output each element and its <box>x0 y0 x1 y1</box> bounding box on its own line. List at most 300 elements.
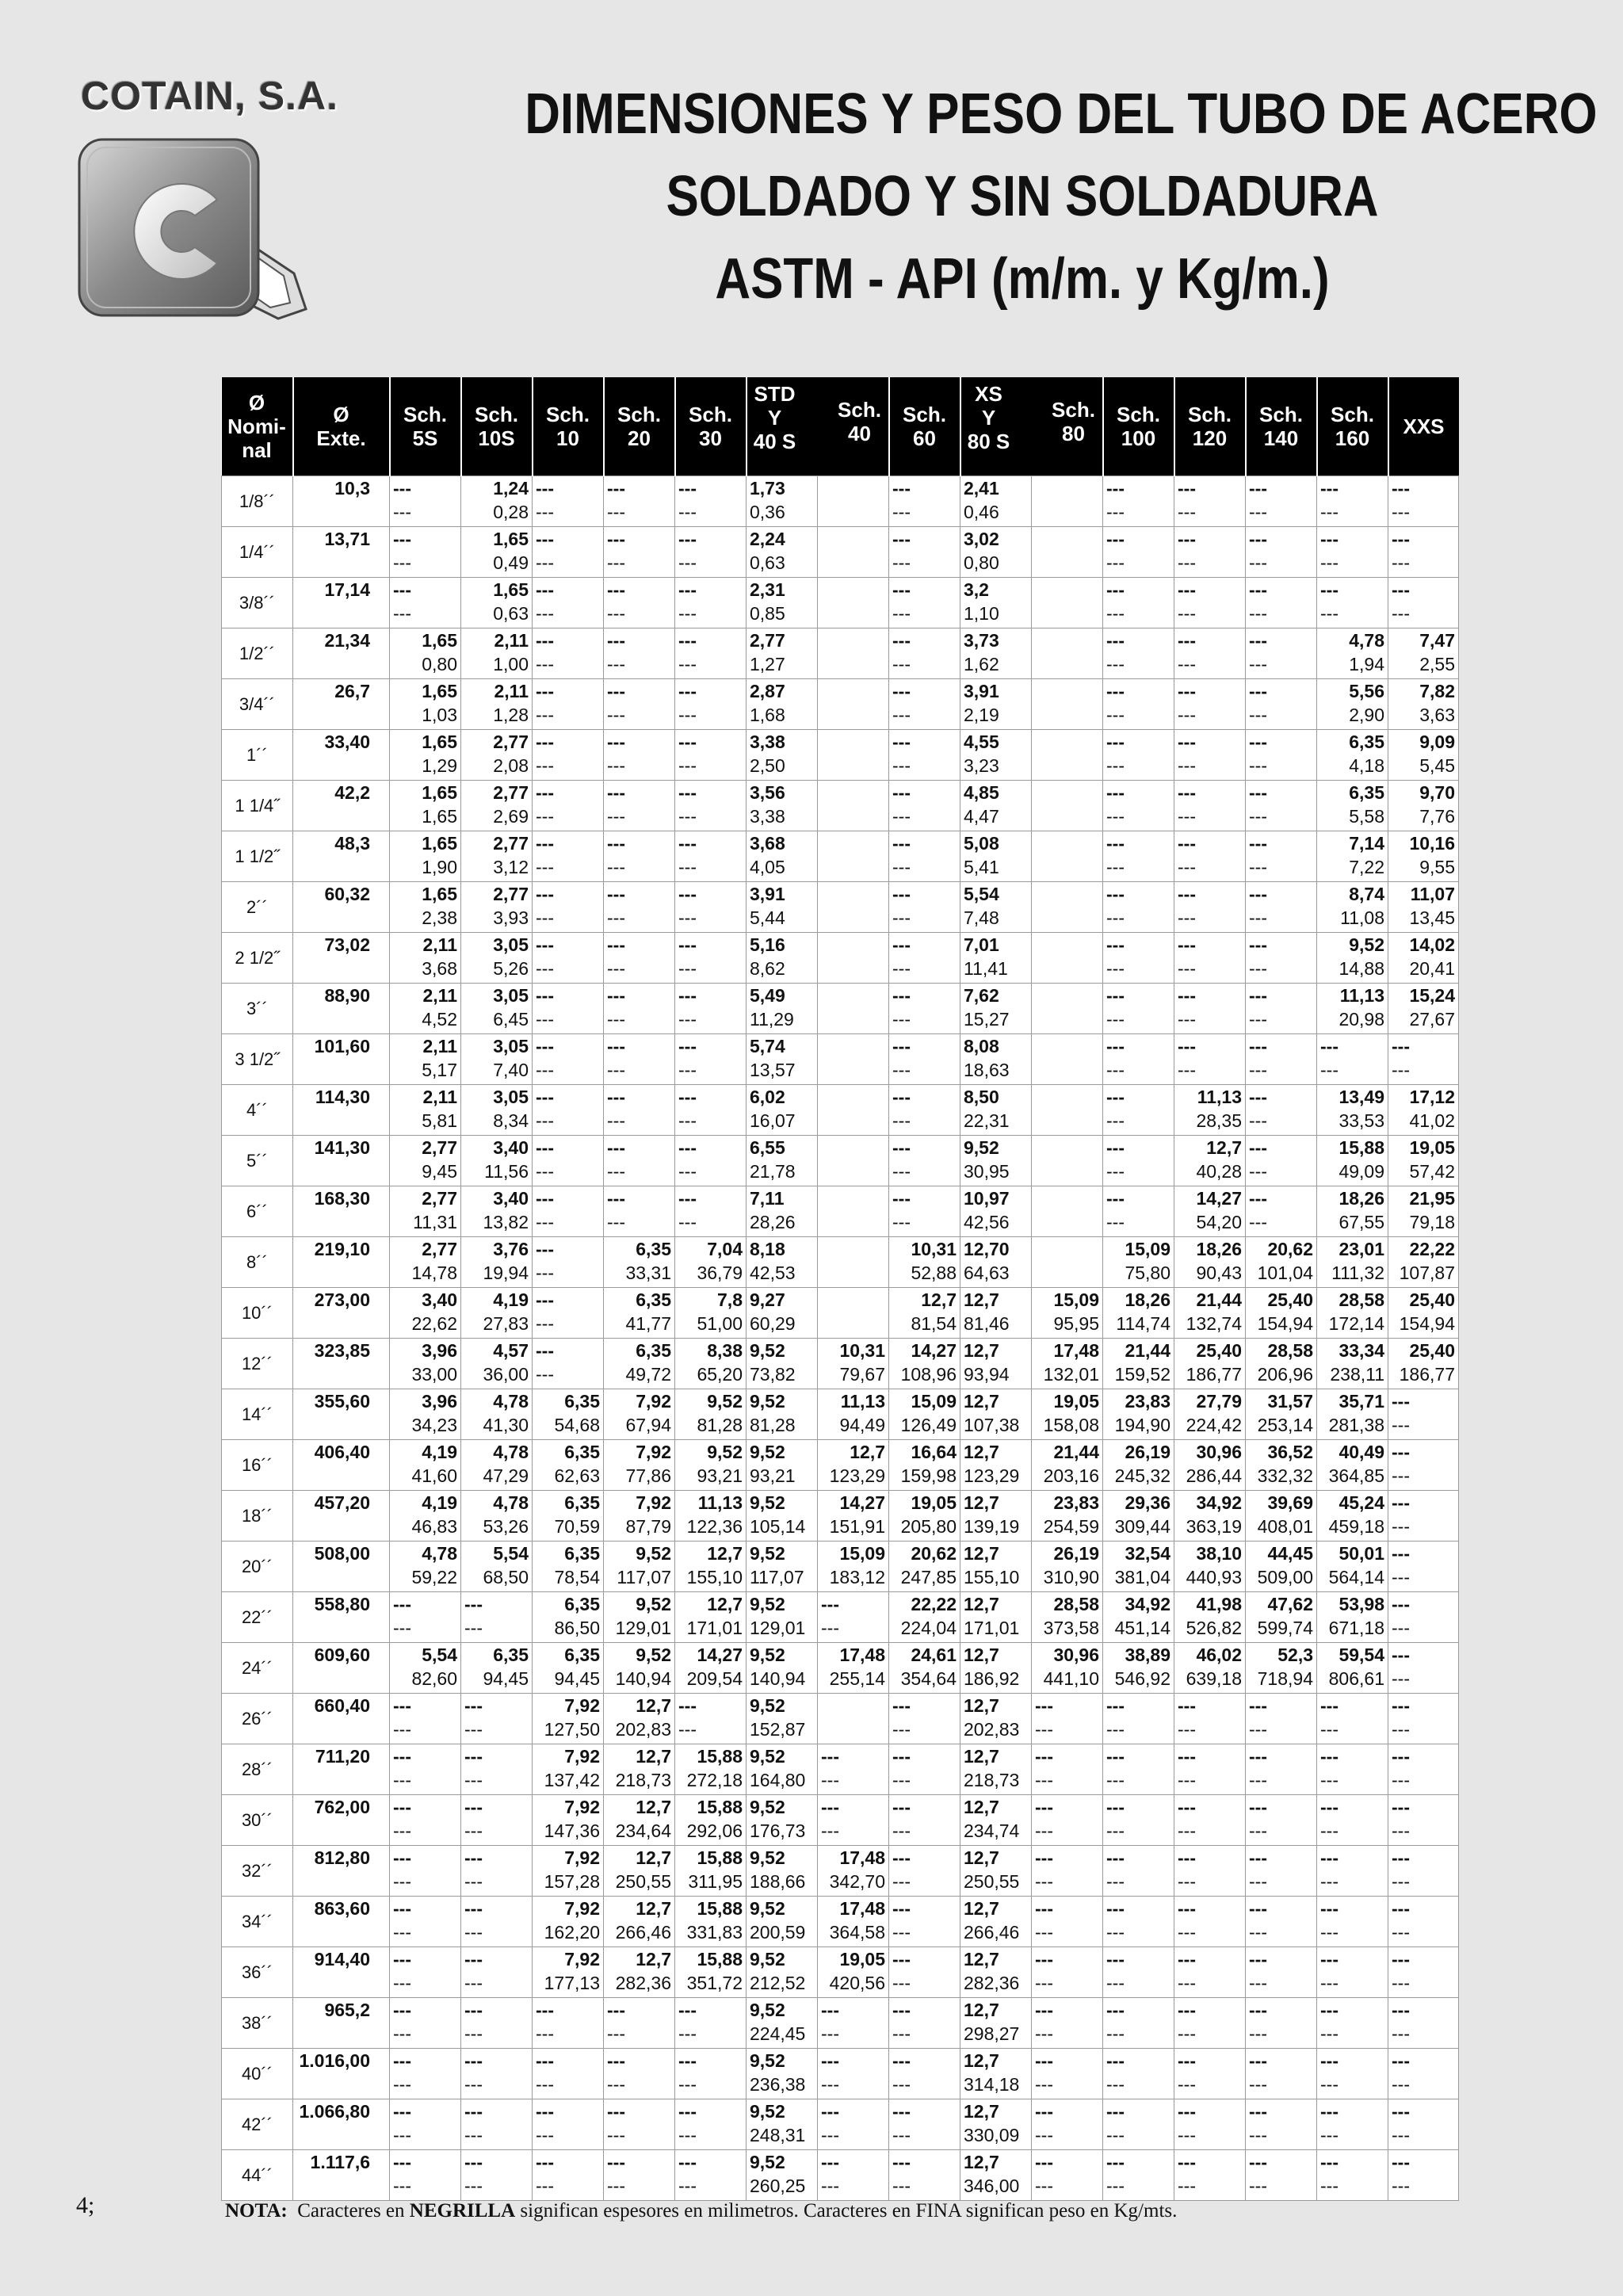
schedule-cell <box>1246 628 1317 679</box>
weight-kg-m: 0,80 <box>422 654 457 674</box>
table-row <box>222 1389 1459 1440</box>
weight-kg-m: --- <box>1035 2176 1053 2196</box>
weight-kg-m: 14,78 <box>411 1263 457 1283</box>
thickness-mm: --- <box>1320 579 1338 600</box>
schedule-cell <box>1317 2150 1388 2201</box>
weight-kg-m: --- <box>1249 2125 1267 2145</box>
weight-kg-m: --- <box>393 1973 411 1993</box>
thickness-mm: 1,65 <box>422 884 457 904</box>
weight-kg-m: 1,90 <box>422 857 457 877</box>
schedule-cell <box>390 1389 461 1440</box>
thickness-mm: --- <box>892 630 911 651</box>
cell-values <box>678 1643 743 1693</box>
nominal-size: 3´´ <box>222 984 293 1034</box>
thickness-mm: 9,52 <box>750 1594 785 1614</box>
thickness-mm: --- <box>892 2000 911 2020</box>
weight-kg-m: 20,41 <box>1409 958 1455 979</box>
thickness-mm: --- <box>1178 2050 1196 2071</box>
schedule-cell <box>747 1288 818 1339</box>
cell-values <box>1035 781 1099 831</box>
thickness-mm <box>821 1034 885 1058</box>
schedule-cell <box>390 831 461 882</box>
weight-kg-m: 639,18 <box>1186 1668 1242 1689</box>
schedule-cell <box>818 2099 889 2150</box>
weight-kg-m: 19,94 <box>483 1263 529 1283</box>
cell-values <box>1106 1643 1170 1693</box>
weight-kg-m: --- <box>678 958 697 979</box>
cell-values <box>750 1744 814 1794</box>
weight-kg-m: --- <box>892 1110 911 1131</box>
thickness-mm: 12,7 <box>964 1492 999 1513</box>
weight-kg-m: --- <box>1392 2176 1410 2196</box>
cell-values <box>1178 831 1242 881</box>
cell-values <box>892 1998 957 2048</box>
cell-values <box>1249 933 1313 983</box>
thickness-mm: 12,7 <box>1206 1137 1242 1158</box>
cell-values <box>892 679 957 729</box>
outer-diameter: 141,30 <box>293 1136 390 1186</box>
cell-values <box>393 1034 457 1084</box>
cell-values <box>1106 1186 1170 1236</box>
cell-values <box>1035 831 1099 881</box>
schedule-cell <box>1388 781 1459 831</box>
cell-values <box>821 1643 885 1693</box>
thickness-mm: --- <box>393 2000 411 2020</box>
schedule-cell <box>1103 476 1174 527</box>
weight-kg-m: 1,27 <box>750 654 785 674</box>
cell-values <box>964 781 1028 831</box>
schedule-cell <box>818 1795 889 1846</box>
cell-values <box>821 1592 885 1642</box>
thickness-mm: 47,62 <box>1267 1594 1313 1614</box>
schedule-cell <box>1032 1694 1103 1744</box>
cell-values <box>1035 2099 1099 2149</box>
schedule-cell <box>604 1389 675 1440</box>
schedule-cell <box>533 831 604 882</box>
cell-values <box>393 1897 457 1946</box>
weight-kg-m: --- <box>892 958 911 979</box>
schedule-cell <box>960 1592 1032 1643</box>
thickness-mm: --- <box>393 1949 411 1969</box>
cell-values <box>1392 1592 1455 1642</box>
cell-values <box>1178 1541 1242 1591</box>
weight-kg-m <box>1035 804 1099 828</box>
thickness-mm: --- <box>892 732 911 752</box>
weight-kg-m: 266,46 <box>964 1922 1020 1943</box>
thickness-mm <box>821 527 885 551</box>
cell-values <box>1106 1491 1170 1541</box>
schedule-cell <box>390 476 461 527</box>
weight-kg-m: --- <box>393 552 411 573</box>
thickness-mm: --- <box>1392 2101 1410 2122</box>
schedule-cell <box>960 578 1032 628</box>
thickness-mm: 11,13 <box>697 1492 743 1513</box>
table-row <box>222 2049 1459 2099</box>
cell-values <box>393 476 457 526</box>
weight-kg-m: --- <box>1249 1871 1267 1892</box>
cell-values <box>964 730 1028 780</box>
thickness-mm: --- <box>1249 630 1267 651</box>
outer-diameter: 73,02 <box>293 933 390 984</box>
table-row <box>222 1440 1459 1491</box>
thickness-mm: 7,92 <box>636 1391 671 1412</box>
thickness-mm: --- <box>821 1594 839 1614</box>
weight-kg-m: --- <box>1392 1668 1410 1689</box>
thickness-mm: 2,77 <box>493 732 529 752</box>
cell-values <box>964 1998 1028 2048</box>
thickness-mm: 25,40 <box>1196 1340 1242 1361</box>
schedule-cell <box>461 1085 533 1136</box>
weight-kg-m <box>1035 500 1099 524</box>
weight-kg-m: 247,85 <box>900 1567 957 1587</box>
cell-values <box>393 2099 457 2149</box>
weight-kg-m: 117,07 <box>617 1567 671 1587</box>
thickness-mm <box>821 730 885 754</box>
cell-values <box>821 1795 885 1845</box>
weight-kg-m: --- <box>1320 1973 1338 1993</box>
cell-values <box>678 933 743 983</box>
schedule-cell <box>1174 984 1246 1034</box>
thickness-mm: --- <box>892 681 911 701</box>
cell-values <box>678 730 743 780</box>
weight-kg-m: --- <box>536 2023 554 2044</box>
weight-kg-m: 81,54 <box>911 1313 957 1334</box>
cell-values <box>1178 1998 1242 2048</box>
cell-values <box>964 2049 1028 2099</box>
weight-kg-m: 81,28 <box>750 1415 796 1435</box>
nominal-size: 18´´ <box>222 1491 293 1541</box>
weight-kg-m: --- <box>1035 1820 1053 1841</box>
weight-kg-m: 46,83 <box>411 1516 457 1537</box>
thickness-mm: 17,48 <box>839 1898 885 1919</box>
thickness-mm: --- <box>678 884 697 904</box>
column-header-13 <box>1317 377 1388 476</box>
thickness-mm: 18,26 <box>1338 1188 1384 1209</box>
schedule-cell <box>889 679 960 730</box>
schedule-cell <box>818 578 889 628</box>
thickness-mm <box>821 781 885 804</box>
weight-kg-m: 139,19 <box>964 1516 1020 1537</box>
cell-values <box>821 1744 885 1794</box>
cell-values <box>1392 628 1455 678</box>
weight-kg-m: --- <box>1106 806 1125 827</box>
thickness-mm: 10,16 <box>1409 833 1455 854</box>
cell-values <box>1035 1491 1099 1541</box>
weight-kg-m: --- <box>536 705 554 725</box>
schedule-cell <box>1174 933 1246 984</box>
weight-kg-m: 13,57 <box>750 1060 796 1080</box>
thickness-mm: 12,7 <box>636 1746 671 1767</box>
cell-values <box>750 1237 814 1287</box>
thickness-mm: --- <box>1249 1695 1267 1716</box>
schedule-cell <box>461 1643 533 1694</box>
weight-kg-m <box>821 602 885 625</box>
schedule-cell <box>533 2049 604 2099</box>
thickness-mm: 12,7 <box>636 1898 671 1919</box>
weight-kg-m: --- <box>1392 2074 1410 2095</box>
cell-values <box>678 1034 743 1084</box>
cell-values <box>1320 628 1384 678</box>
schedule-cell <box>533 1694 604 1744</box>
cell-values <box>892 1694 957 1744</box>
thickness-mm: 2,41 <box>964 478 999 499</box>
thickness-mm: --- <box>1106 1695 1125 1716</box>
schedule-cell <box>1174 476 1246 527</box>
cell-values <box>607 831 671 881</box>
schedule-cell <box>889 476 960 527</box>
schedule-cell <box>533 1491 604 1541</box>
thickness-mm: 8,38 <box>707 1340 743 1361</box>
thickness-mm: 19,05 <box>911 1492 957 1513</box>
header-text: Sch. <box>1188 403 1232 426</box>
schedule-cell <box>533 2150 604 2201</box>
cell-values <box>964 1339 1028 1389</box>
weight-kg-m <box>821 1159 885 1183</box>
schedule-cell <box>533 1795 604 1846</box>
cell-values <box>821 831 885 881</box>
cell-values <box>1249 2099 1313 2149</box>
schedule-cell <box>747 1491 818 1541</box>
schedule-cell <box>747 1998 818 2049</box>
weight-kg-m: 33,00 <box>411 1364 457 1385</box>
thickness-mm: 12,7 <box>636 1847 671 1868</box>
weight-kg-m: 5,81 <box>422 1110 457 1131</box>
weight-kg-m: 1,00 <box>493 654 529 674</box>
thickness-mm: 9,52 <box>636 1594 671 1614</box>
thickness-mm: --- <box>536 1137 554 1158</box>
thickness-mm: 7,47 <box>1419 630 1455 651</box>
thickness-mm: 6,35 <box>564 1391 600 1412</box>
weight-kg-m: 9,55 <box>1419 857 1455 877</box>
cell-values <box>821 933 885 983</box>
schedule-cell <box>390 933 461 984</box>
thickness-mm: --- <box>536 782 554 803</box>
nominal-size: 8´´ <box>222 1237 293 1288</box>
cell-values <box>536 1085 600 1135</box>
thickness-mm: --- <box>892 2152 911 2172</box>
thickness-mm: 26,19 <box>1125 1442 1170 1462</box>
schedule-cell <box>675 1034 747 1085</box>
schedule-cell <box>604 1440 675 1491</box>
nominal-size: 6´´ <box>222 1186 293 1237</box>
outer-diameter: 1.016,00 <box>293 2049 390 2099</box>
schedule-cell <box>1317 1186 1388 1237</box>
weight-kg-m: 82,60 <box>411 1668 457 1689</box>
schedule-cell <box>1246 933 1317 984</box>
nominal-size: 5´´ <box>222 1136 293 1186</box>
weight-kg-m: 281,38 <box>1328 1415 1384 1435</box>
nominal-size: 4´´ <box>222 1085 293 1136</box>
weight-kg-m: --- <box>1249 502 1267 522</box>
thickness-mm: --- <box>536 681 554 701</box>
cell-values <box>464 1491 529 1541</box>
thickness-mm: --- <box>1178 985 1196 1006</box>
schedule-cell <box>747 984 818 1034</box>
cell-values <box>1392 679 1455 729</box>
schedule-cell <box>1317 831 1388 882</box>
weight-kg-m: 255,14 <box>829 1668 885 1689</box>
cell-values <box>464 1288 529 1338</box>
weight-kg-m: 42,56 <box>964 1212 1010 1232</box>
cell-values <box>607 1846 671 1896</box>
weight-kg-m: 186,77 <box>1186 1364 1242 1385</box>
footnote-bold-word: NEGRILLA <box>409 2200 516 2222</box>
thickness-mm: 3,96 <box>422 1340 457 1361</box>
weight-kg-m: 0,85 <box>750 603 785 624</box>
weight-kg-m: --- <box>607 1161 625 1182</box>
weight-kg-m: --- <box>892 1060 911 1080</box>
cell-values <box>1392 578 1455 628</box>
cell-values <box>1178 476 1242 526</box>
weight-kg-m: --- <box>678 2023 697 2044</box>
weight-kg-m: 250,55 <box>615 1871 671 1892</box>
thickness-mm: 46,02 <box>1196 1645 1242 1665</box>
weight-kg-m: --- <box>821 2074 839 2095</box>
thickness-mm: --- <box>892 529 911 549</box>
weight-kg-m: --- <box>678 1719 697 1740</box>
thickness-mm: 2,11 <box>494 681 529 701</box>
thickness-mm: 12,7 <box>964 1289 999 1310</box>
schedule-cell <box>604 1237 675 1288</box>
weight-kg-m: --- <box>1178 1973 1196 1993</box>
weight-kg-m: --- <box>821 1618 839 1638</box>
cell-values <box>393 1440 457 1490</box>
weight-kg-m: --- <box>1249 552 1267 573</box>
thickness-mm: 15,09 <box>839 1543 885 1564</box>
schedule-cell <box>1388 476 1459 527</box>
schedule-cell <box>1388 933 1459 984</box>
schedule-cell <box>390 1541 461 1592</box>
schedule-cell <box>533 781 604 831</box>
thickness-mm: 7,82 <box>1419 681 1455 701</box>
schedule-cell <box>390 2150 461 2201</box>
weight-kg-m <box>1035 754 1099 777</box>
schedule-cell <box>1246 1085 1317 1136</box>
weight-kg-m: --- <box>821 2176 839 2196</box>
cell-values <box>892 1947 957 1997</box>
thickness-mm: 7,62 <box>964 985 999 1006</box>
cell-values <box>678 1085 743 1135</box>
thickness-mm: --- <box>464 1797 483 1817</box>
weight-kg-m: --- <box>1320 1770 1338 1790</box>
weight-kg-m: --- <box>1392 1618 1410 1638</box>
schedule-cell <box>461 1998 533 2049</box>
thickness-mm: --- <box>464 1746 483 1767</box>
thickness-mm: --- <box>1106 732 1125 752</box>
schedule-cell <box>461 527 533 578</box>
schedule-cell <box>533 1288 604 1339</box>
weight-kg-m: --- <box>1392 1567 1410 1587</box>
schedule-cell <box>747 628 818 679</box>
schedule-cell <box>1246 1186 1317 1237</box>
cell-values <box>964 679 1028 729</box>
weight-kg-m: --- <box>1106 1060 1125 1080</box>
weight-kg-m <box>821 1312 885 1335</box>
footnote-text-1: Caracteres en <box>297 2200 410 2222</box>
schedule-cell <box>1317 1288 1388 1339</box>
weight-kg-m: --- <box>536 1060 554 1080</box>
cell-values <box>464 933 529 983</box>
thickness-mm: --- <box>607 985 625 1006</box>
thickness-mm: --- <box>1392 1797 1410 1817</box>
weight-kg-m: 4,18 <box>1349 755 1384 776</box>
weight-kg-m: 49,09 <box>1338 1161 1384 1182</box>
cell-values <box>1392 2049 1455 2099</box>
cell-values <box>1320 1592 1384 1642</box>
thickness-mm: --- <box>1249 1137 1267 1158</box>
weight-kg-m: 2,69 <box>493 806 529 827</box>
weight-kg-m: 79,67 <box>839 1364 885 1385</box>
weight-kg-m: --- <box>1178 907 1196 928</box>
cell-values <box>1249 984 1313 1033</box>
schedule-cell <box>604 1541 675 1592</box>
thickness-mm: 1,65 <box>493 579 529 600</box>
thickness-mm: 9,52 <box>750 1391 785 1412</box>
cell-values <box>821 1440 885 1490</box>
weight-kg-m: 33,31 <box>625 1263 671 1283</box>
weight-kg-m: 13,82 <box>483 1212 529 1232</box>
weight-kg-m: --- <box>1249 1212 1267 1232</box>
weight-kg-m: 354,64 <box>900 1668 957 1689</box>
schedule-cell <box>533 933 604 984</box>
schedule-cell <box>1174 578 1246 628</box>
weight-kg-m: --- <box>1178 1820 1196 1841</box>
header-left-group <box>966 382 1012 453</box>
thickness-mm: --- <box>1178 478 1196 499</box>
cell-values <box>607 781 671 831</box>
weight-kg-m <box>821 652 885 676</box>
weight-kg-m: --- <box>536 907 554 928</box>
title-line-3: ASTM - API (m/m. y Kg/m.) <box>715 247 1330 311</box>
thickness-mm: --- <box>1035 1949 1053 1969</box>
outer-diameter: 21,34 <box>293 628 390 679</box>
cell-values <box>892 1846 957 1896</box>
schedule-cell <box>960 1897 1032 1947</box>
thickness-mm: --- <box>536 1087 554 1107</box>
weight-kg-m: 33,53 <box>1338 1110 1384 1131</box>
weight-kg-m: --- <box>1178 603 1196 624</box>
table-row <box>222 2099 1459 2150</box>
schedule-cell <box>1103 1491 1174 1541</box>
schedule-cell <box>461 1795 533 1846</box>
weight-kg-m <box>821 1109 885 1133</box>
weight-kg-m: --- <box>892 806 911 827</box>
cell-values <box>1106 1339 1170 1389</box>
header-text: 40 <box>848 422 871 445</box>
nominal-size: 22´´ <box>222 1592 293 1643</box>
weight-kg-m: 408,01 <box>1257 1516 1313 1537</box>
cell-values <box>1249 1339 1313 1389</box>
cell-values <box>750 1592 814 1642</box>
schedule-cell <box>461 476 533 527</box>
cell-values <box>892 933 957 983</box>
thickness-mm: --- <box>1106 782 1125 803</box>
schedule-cell <box>533 1440 604 1491</box>
cell-values <box>607 1237 671 1287</box>
schedule-cell <box>1103 1795 1174 1846</box>
weight-kg-m: --- <box>678 806 697 827</box>
thickness-mm: --- <box>607 782 625 803</box>
schedule-cell <box>1317 1846 1388 1897</box>
cell-values <box>821 679 885 729</box>
weight-kg-m: --- <box>1320 1060 1338 1080</box>
weight-kg-m: --- <box>1106 1110 1125 1131</box>
schedule-cell <box>604 1085 675 1136</box>
cell-values <box>678 1846 743 1896</box>
cell-values <box>964 831 1028 881</box>
schedule-cell <box>818 1897 889 1947</box>
thickness-mm: 9,52 <box>750 1695 785 1716</box>
